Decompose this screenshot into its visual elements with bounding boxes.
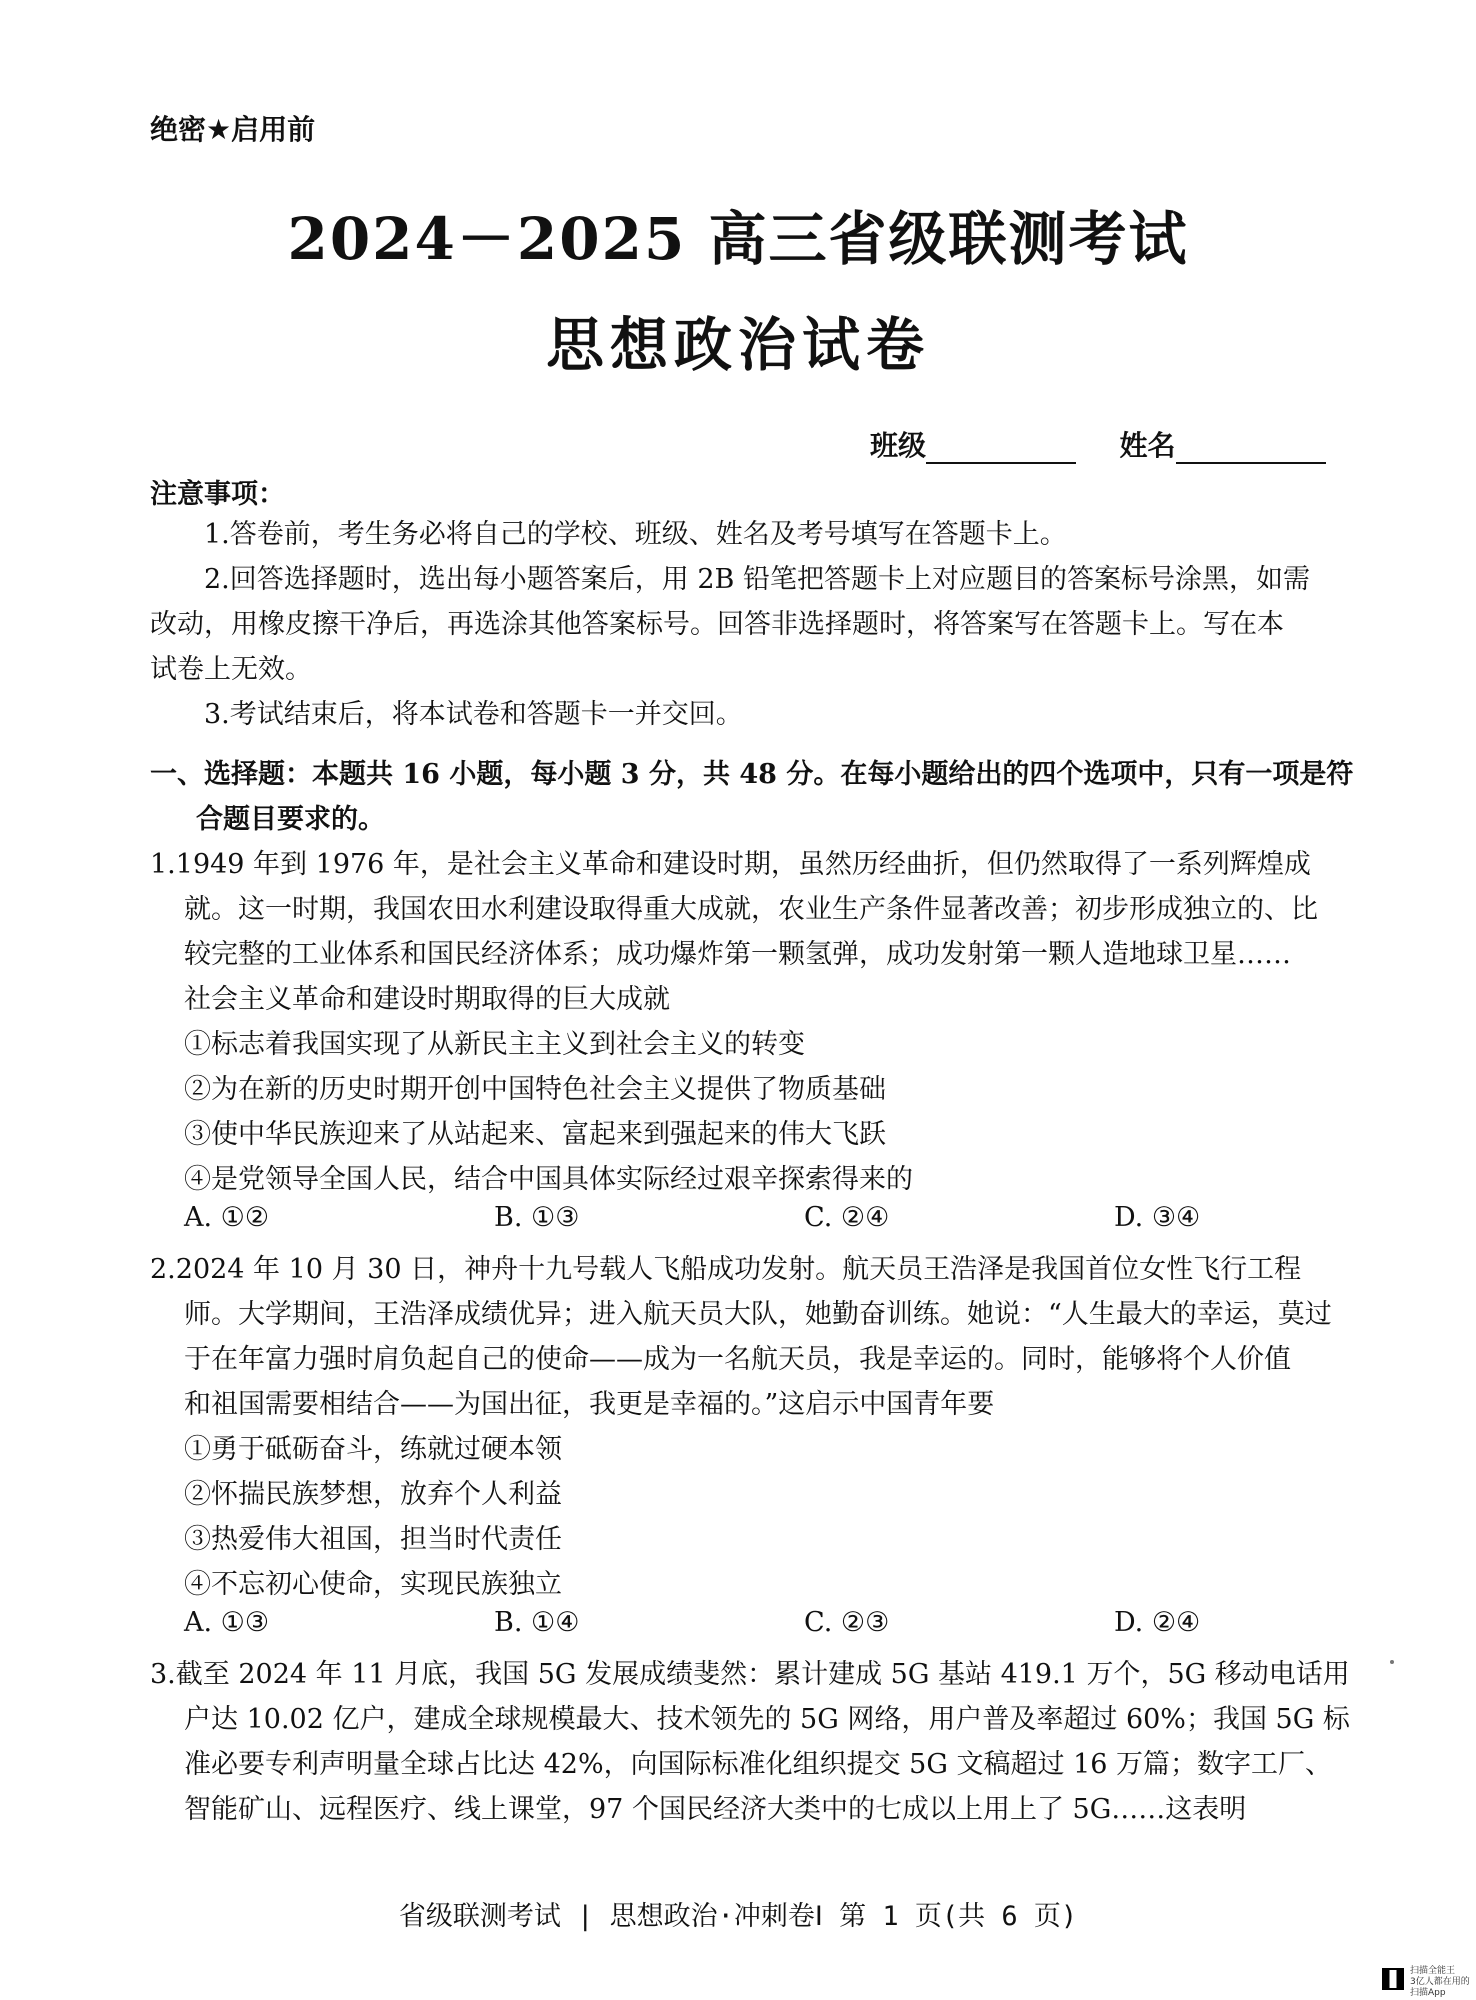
- question-stem: 准必要专利声明量全球占比达 42%，向国际标准化组织提交 5G 文稿超过 16 万篇；数字工厂、: [184, 1749, 1333, 1780]
- exam-subject-title: 思想政治试卷: [545, 311, 930, 379]
- choice-c[interactable]: C. ②③: [804, 1607, 890, 1638]
- choice-d[interactable]: D. ③④: [1114, 1202, 1201, 1233]
- name-blank[interactable]: [1176, 436, 1326, 464]
- statement-option: ②怀揣民族梦想，放弃个人利益: [184, 1479, 562, 1510]
- class-name-line: [870, 424, 1326, 464]
- question-stem: 3.截至 2024 年 11 月底，我国 5G 发展成绩斐然：累计建成 5G 基站 419.1 万个，5G 移动电话用: [150, 1659, 1350, 1690]
- choice-c[interactable]: C. ②④: [804, 1202, 890, 1233]
- statement-option: ③热爱伟大祖国，担当时代责任: [184, 1524, 562, 1555]
- question-stem: 于在年富力强时肩负起自己的使命——成为一名航天员，我是幸运的。同时，能够将个人价值: [184, 1344, 1291, 1375]
- notice-item: 2.回答选择题时，选出每小题答案后，用 2B 铅笔把答题卡上对应题目的答案标号涂黑，如需: [204, 564, 1310, 595]
- statement-option: ③使中华民族迎来了从站起来、富起来到强起来的伟大飞跃: [184, 1119, 886, 1150]
- notice-item-cont: 改动，用橡皮擦干净后，再选涂其他答案标号。回答非选择题时，将答案写在答题卡上。写在本: [150, 609, 1284, 640]
- watermark-line: 3亿人都在用的扫描App: [1410, 1977, 1470, 1998]
- statement-option: ④不忘初心使命，实现民族独立: [184, 1569, 562, 1600]
- choice-a[interactable]: A. ①②: [184, 1202, 270, 1233]
- notice-title: 注意事项：: [150, 479, 285, 510]
- question-3: [150, 1652, 1390, 1832]
- section-heading-line: 合题目要求的。: [196, 804, 385, 835]
- choice-b[interactable]: B. ①④: [494, 1607, 580, 1638]
- question-stem: 1.1949 年到 1976 年，是社会主义革命和建设时期，虽然历经曲折，但仍然取得了一系列辉煌成: [150, 849, 1311, 880]
- statement-option: ②为在新的历史时期开创中国特色社会主义提供了物质基础: [184, 1074, 886, 1105]
- question-stem: 师。大学期间，王浩泽成绩优异；进入航天员大队，她勤奋训练。她说：“人生最大的幸运，莫过: [184, 1299, 1332, 1330]
- question-stem: 户达 10.02 亿户，建成全球规模最大、技术领先的 5G 网络，用户普及率超过 60%；我国 5G 标: [184, 1704, 1350, 1735]
- statement-option: ①标志着我国实现了从新民主主义到社会主义的转变: [184, 1029, 805, 1060]
- question-stem: 2.2024 年 10 月 30 日，神舟十九号载人飞船成功发射。航天员王浩泽是我国首位女性飞行工程: [150, 1254, 1302, 1285]
- confidential-label: 绝密★启用前: [150, 113, 316, 146]
- name-label: 姓名: [1119, 429, 1176, 462]
- section-heading-line: 一、选择题：本题共 16 小题，每小题 3 分，共 48 分。在每小题给出的四个选项中，只有一项是符: [150, 759, 1354, 790]
- choice-b[interactable]: B. ①③: [494, 1202, 580, 1233]
- question-1-choices: [184, 1202, 1304, 1247]
- question-1: [150, 842, 1390, 1202]
- section-heading: [150, 752, 1380, 842]
- scan-speck: [1390, 1660, 1394, 1664]
- notice-item-cont: 试卷上无效。: [150, 654, 312, 685]
- notice-item: 1.答卷前，考生务必将自己的学校、班级、姓名及考号填写在答题卡上。: [204, 519, 1067, 550]
- question-stem: 就。这一时期，我国农田水利建设取得重大成就，农业生产条件显著改善；初步形成独立的、比: [184, 894, 1318, 925]
- scanner-watermark: [1410, 1966, 1476, 1999]
- watermark-line: 扫描全能王: [1410, 1966, 1456, 1976]
- question-stem: 社会主义革命和建设时期取得的巨大成就: [184, 984, 670, 1015]
- choice-d[interactable]: D. ②④: [1114, 1607, 1201, 1638]
- page-footer: 省级联测考试 | 思想政治·冲刺卷Ⅰ 第 1 页(共 6 页): [398, 1901, 1078, 1932]
- class-label: 班级: [870, 429, 927, 462]
- question-2-choices: [184, 1607, 1304, 1652]
- notice-list: [150, 512, 1370, 737]
- notice-item: 3.考试结束后，将本试卷和答题卡一并交回。: [204, 699, 743, 730]
- exam-title: 2024－2025 高三省级联测考试: [287, 205, 1189, 273]
- scanner-logo-icon: [1382, 1968, 1404, 1990]
- question-2: [150, 1247, 1390, 1607]
- statement-option: ④是党领导全国人民，结合中国具体实际经过艰辛探索得来的: [184, 1164, 913, 1195]
- statement-option: ①勇于砥砺奋斗，练就过硬本领: [184, 1434, 562, 1465]
- question-stem: 智能矿山、远程医疗、线上课堂，97 个国民经济大类中的七成以上用上了 5G……这表明: [184, 1794, 1247, 1825]
- question-stem: 较完整的工业体系和国民经济体系；成功爆炸第一颗氢弹，成功发射第一颗人造地球卫星……: [184, 939, 1291, 970]
- choice-a[interactable]: A. ①③: [184, 1607, 270, 1638]
- class-blank[interactable]: [926, 436, 1076, 464]
- question-stem: 和祖国需要相结合——为国出征，我更是幸福的。”这启示中国青年要: [184, 1389, 995, 1420]
